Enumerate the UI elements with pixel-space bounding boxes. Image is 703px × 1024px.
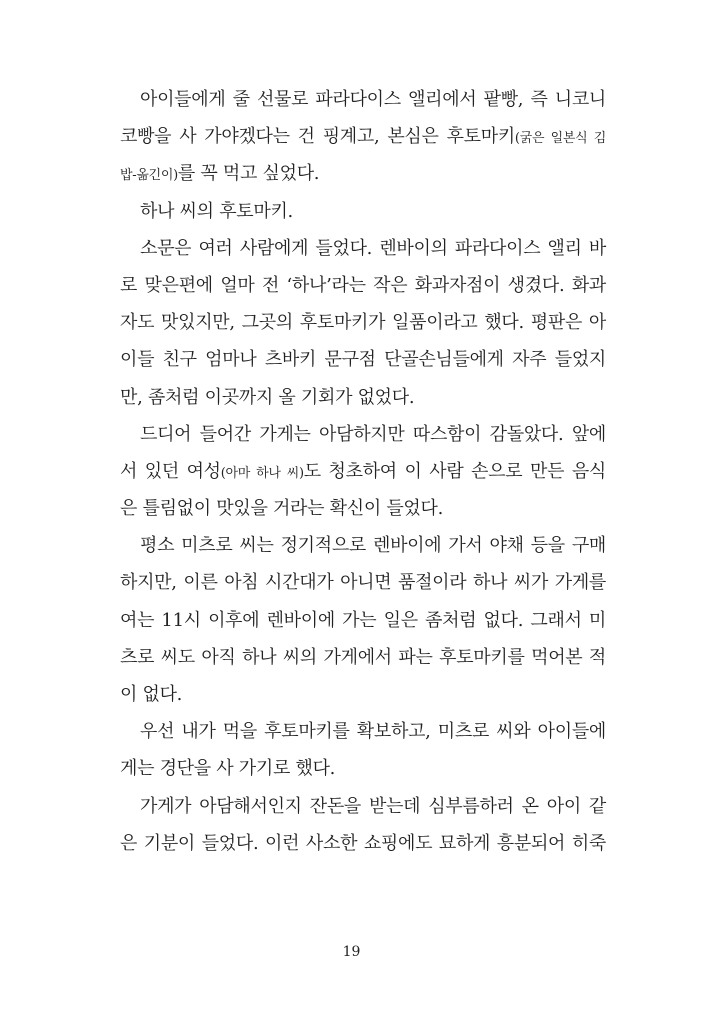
text-segment: 자도 맛있지만, 그곳의 후토마키가 일품이라고 했다. 평판은 아: [120, 312, 606, 334]
text-line: [120, 602, 606, 639]
text-line: [120, 341, 606, 378]
text-segment: 은 틀림없이 맛있을 거라는 확신이 들었다.: [120, 498, 444, 520]
text-segment: 이들 친구 엄마나 츠바키 문구점 단골손님들에게 자주 들었지: [120, 349, 606, 371]
text-segment: 하나 씨의 후토마키.: [140, 200, 293, 222]
text-line: [120, 788, 606, 825]
text-segment: 코빵을 사 가야겠다는 건 핑계고, 본심은 후토마키: [120, 126, 515, 148]
text-segment: 드디어 들어간 가게는 아담하지만 따스함이 감돌았다. 앞에: [140, 423, 606, 445]
text-segment: 소문은 여러 사람에게 들었다. 렌바이의 파라다이스 앨리 바: [140, 237, 606, 259]
text-segment: 은 기분이 들었다. 이런 사소한 쇼핑에도 묘하게 흥분되어 히죽: [120, 832, 606, 854]
text-line: [120, 750, 606, 787]
translator-note: (굵은 일본식 김: [514, 131, 606, 147]
text-segment: 로 맞은편에 얼마 전 ‘하나’라는 작은 화과자점이 생겼다. 화과: [120, 274, 606, 296]
text-segment: 도 청초하여 이 사람 손으로 만든 음식: [303, 460, 606, 482]
text-line: [120, 825, 606, 862]
translator-note: 밥-옮긴이): [120, 168, 178, 184]
text-line: [120, 81, 606, 118]
text-segment: 서 있던 여성: [120, 460, 221, 482]
text-line: [120, 564, 606, 601]
text-line: [120, 490, 606, 527]
text-segment: 만, 좀처럼 이곳까지 올 기회가 없었다.: [120, 386, 415, 408]
text-line: [120, 267, 606, 304]
page-number: 19: [342, 944, 361, 960]
text-segment: 우선 내가 먹을 후토마키를 확보하고, 미츠로 씨와 아이들에: [140, 721, 606, 743]
text-line: [120, 379, 606, 416]
text-segment: 여는 11시 이후에 렌바이에 가는 일은 좀처럼 없다. 그래서 미: [120, 609, 606, 631]
text-segment: 게는 경단을 사 가기로 했다.: [120, 758, 336, 780]
text-segment: 를 꼭 먹고 싶었다.: [177, 163, 320, 185]
text-segment: 츠로 씨도 아직 하나 씨의 가게에서 파는 후토마키를 먹어본 적: [120, 646, 606, 668]
text-line: [120, 155, 606, 192]
text-segment: 이 없다.: [120, 684, 183, 705]
text-line: [120, 118, 606, 155]
translator-note: (아마 하나 씨): [220, 465, 304, 481]
text-line: [120, 416, 606, 453]
body-text: [120, 81, 606, 862]
text-segment: 하지만, 이른 아침 시간대가 아니면 품절이라 하나 씨가 가게를: [120, 572, 606, 594]
text-line: [120, 676, 606, 713]
text-segment: 아이들에게 줄 선물로 파라다이스 앨리에서 팥빵, 즉 니코니: [140, 89, 606, 110]
text-line: [120, 230, 606, 267]
text-line: [120, 304, 606, 341]
text-segment: 가게가 아담해서인지 잔돈을 받는데 심부름하러 온 아이 같: [140, 795, 606, 817]
text-line: [120, 713, 606, 750]
text-segment: 평소 미츠로 씨는 정기적으로 렌바이에 가서 야채 등을 구매: [140, 535, 606, 557]
text-line: [120, 639, 606, 676]
text-line: [120, 527, 606, 564]
text-line: [120, 193, 606, 230]
text-line: [120, 453, 606, 490]
